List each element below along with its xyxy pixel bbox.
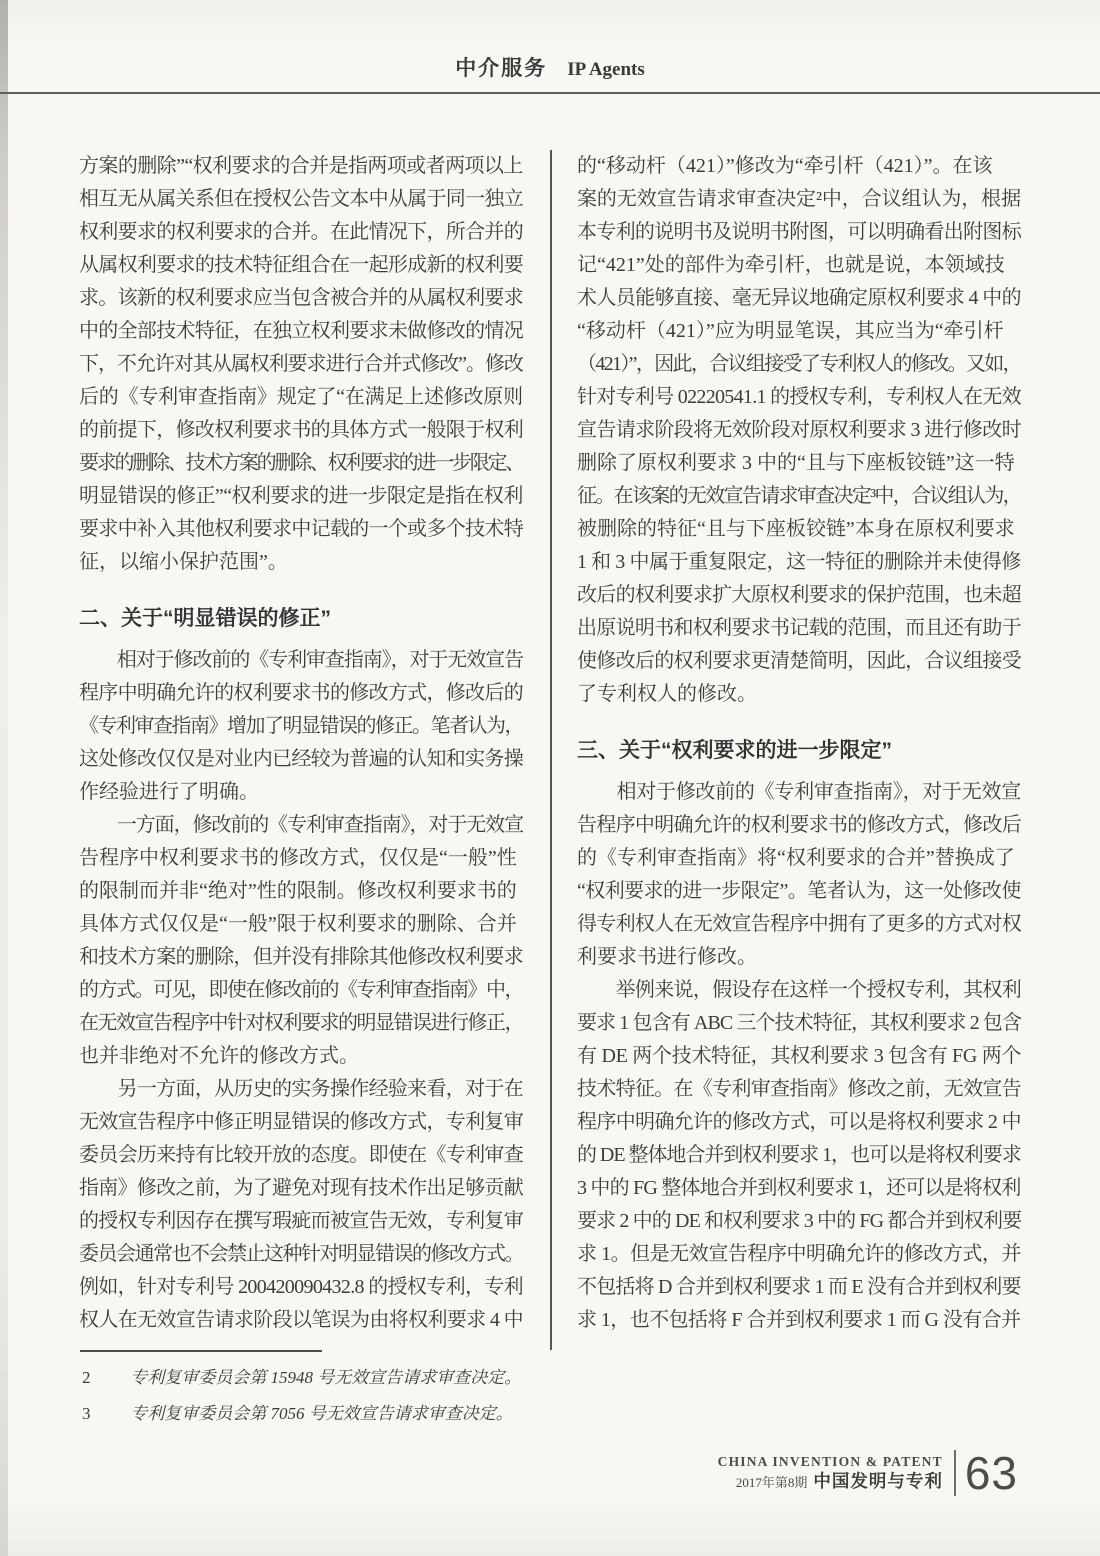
section-title-en: IP Agents xyxy=(567,59,645,80)
text-line: 相对于修改前的《专利审查指南》，对于无效宣告 xyxy=(79,649,523,671)
text-line: 的限制而并非“绝对”性的限制。修改权利要求书的 xyxy=(79,880,517,902)
text-line: 委员会通常也不会禁止这种针对明显错误的修改方式。 xyxy=(79,1243,523,1265)
footer-divider xyxy=(954,1450,956,1496)
text-line: 例如，针对专利号 200420090432.8 的授权专利，专利 xyxy=(79,1276,523,1298)
text-line: 使修改后的权利要求更清楚简明，因此，合议组接受 xyxy=(577,650,1021,672)
journal-issue-line xyxy=(718,1471,943,1492)
text-line: 明显错误的修正”“权利要求的进一步限定是指在权利 xyxy=(79,485,523,507)
section-heading: 三、关于“权利要求的进一步限定” xyxy=(577,739,892,762)
footnote-rule xyxy=(80,1350,322,1352)
right-column xyxy=(577,150,1021,1337)
section-title-zh: 中介服务 xyxy=(455,57,548,80)
text-line: 改后的权利要求扩大原权利要求的保护范围，也未超 xyxy=(577,584,1021,606)
text-line: 方案的删除”“权利要求的合并是指两项或者两项以上 xyxy=(79,155,523,177)
text-line: 1 和 3 中属于重复限定，这一特征的删除并未使得修 xyxy=(577,551,1021,573)
text-line: 下，不允许对其从属权利要求进行合并式修改”。修改 xyxy=(79,353,523,375)
text-line: 也并非绝对不允许的修改方式。 xyxy=(79,1045,359,1067)
text-line: 3 中的 FG 整体地合并到权利要求 1，还可以是将权利 xyxy=(577,1177,1021,1199)
text-line: 要求中补入其他权利要求中记载的一个或多个技术特 xyxy=(79,518,523,540)
footnote-text: 专利复审委员会第 7056 号无效宣告请求审查决定。 xyxy=(130,1404,513,1423)
text-line: 后的《专利审查指南》规定了“在满足上述修改原则 xyxy=(79,386,523,408)
text-line: 程序中明确允许的修改方式，可以是将权利要求 2 中 xyxy=(577,1111,1021,1133)
text-line: 的授权专利因存在撰写瑕疵而被宣告无效，专利复审 xyxy=(79,1210,523,1232)
text-line: 具体方式仅仅是“一般”限于权利要求的删除、合并 xyxy=(79,913,517,935)
column-divider xyxy=(550,150,552,1350)
text-line: 的 DE 整体地合并到权利要求 1，也可以是将权利要求 xyxy=(577,1144,1021,1166)
footnote xyxy=(82,1396,552,1432)
text-line: 在无效宣告程序中针对权利要求的明显错误进行修正， xyxy=(79,1012,523,1034)
page-header xyxy=(0,52,1100,82)
text-line: 删除了原权利要求 3 中的“且与下座板铰链”这一特 xyxy=(577,452,1015,474)
text-line: “移动杆（421）”应为明显笔误，其应当为“牵引杆 xyxy=(577,320,1004,342)
text-line: 一方面，修改前的《专利审查指南》，对于无效宣 xyxy=(79,814,523,836)
text-line: 求。该新的权利要求应当包含被合并的从属权利要求 xyxy=(79,287,523,309)
text-line: 告程序中明确允许的权利要求书的修改方式，修改后 xyxy=(577,814,1021,836)
text-line: 被删除的特征“且与下座板铰链”本身在原权利要求 xyxy=(577,518,1015,540)
text-line: 指南》修改之前，为了避免对现有技术作出足够贡献 xyxy=(79,1177,523,1199)
page-number: 63 xyxy=(964,1447,1018,1499)
text-line: 宣告请求阶段将无效阶段对原权利要求 3 进行修改时 xyxy=(577,419,1021,441)
text-line: 举例来说，假设存在这样一个授权专利，其权利 xyxy=(577,979,1021,1001)
footnote-number: 2 xyxy=(82,1368,91,1387)
issue-info: 2017年第8期 xyxy=(735,1474,808,1490)
journal-name-zh: 中国发明与专利 xyxy=(813,1470,943,1491)
text-line: 作经验进行了明确。 xyxy=(79,781,259,803)
text-line: 的前提下，修改权利要求书的具体方式一般限于权利 xyxy=(79,419,523,441)
page-footer xyxy=(717,1447,1018,1499)
text-line: （421）”，因此，合议组接受了专利权人的修改。又如， xyxy=(577,353,1021,375)
text-line: 出原说明书和权利要求书记载的范围，而且还有助于 xyxy=(577,617,1021,639)
text-line: 和技术方案的删除，但并没有排除其他修改权利要求 xyxy=(79,946,523,968)
section-heading: 二、关于“明显错误的修正” xyxy=(79,607,331,630)
text-line: 告程序中权利要求书的修改方式，仅仅是“一般”性 xyxy=(79,847,517,869)
text-line: 无效宣告程序中修正明显错误的修改方式，专利复审 xyxy=(79,1111,523,1133)
text-line: 权利要求的权利要求的合并。在此情况下，所合并的 xyxy=(79,221,523,243)
text-line: 要求 2 中的 DE 和权利要求 3 中的 FG 都合并到权利要 xyxy=(577,1210,1022,1232)
text-line: 案的无效宣告请求审查决定²中，合议组认为，根据 xyxy=(577,188,1021,210)
text-line: 的《专利审查指南》将“权利要求的合并”替换成了 xyxy=(577,847,1015,869)
journal-name-en: CHINA INVENTION & PATENT xyxy=(717,1454,943,1470)
text-line: 利要求书进行修改。 xyxy=(577,946,757,968)
text-line: 针对专利号 02220541.1 的授权专利，专利权人在无效 xyxy=(577,386,1021,408)
text-line: 征，以缩小保护范围”。 xyxy=(79,551,288,573)
text-line: 技术特征。在《专利审查指南》修改之前，无效宣告 xyxy=(577,1078,1021,1100)
text-line: 《专利审查指南》增加了明显错误的修正。笔者认为， xyxy=(79,715,523,737)
text-line: 求 1。但是无效宣告程序中明确允许的修改方式，并 xyxy=(577,1243,1021,1265)
footnote-number: 3 xyxy=(82,1404,91,1423)
text-line: 了专利权人的修改。 xyxy=(577,683,757,705)
journal-info xyxy=(718,1454,943,1492)
text-line: 有 DE 两个技术特征，其权利要求 3 包含有 FG 两个 xyxy=(577,1045,1022,1067)
scan-edge-shadow xyxy=(0,0,8,1556)
text-line: 术人员能够直接、毫无异议地确定原权利要求 4 中的 xyxy=(577,287,1021,309)
text-line: 这处修改仅仅是对业内已经较为普遍的认知和实务操 xyxy=(79,748,523,770)
text-line: “权利要求的进一步限定”。笔者认为，这一处修改使 xyxy=(577,880,1021,902)
text-line: 要求 1 包含有 ABC 三个技术特征，其权利要求 2 包含 xyxy=(577,1012,1022,1034)
text-line: 中的全部技术特征，在独立权利要求未做修改的情况 xyxy=(79,320,523,342)
text-line: 要求的删除、技术方案的删除、权利要求的进一步限定、 xyxy=(79,452,523,474)
text-line: 本专利的说明书及说明书附图，可以明确看出附图标 xyxy=(577,221,1021,243)
text-line: 征。在该案的无效宣告请求审查决定³中，合议组认为， xyxy=(577,485,1021,507)
text-line: 权人在无效宣告请求阶段以笔误为由将权利要求 4 中 xyxy=(79,1309,523,1331)
text-line: 的“移动杆（421）”修改为“牵引杆（421）”。在该 xyxy=(577,155,993,177)
text-line: 相对于修改前的《专利审查指南》，对于无效宣 xyxy=(577,781,1021,803)
text-line: 从属权利要求的技术特征组合在一起形成新的权利要 xyxy=(79,254,523,276)
header-rule xyxy=(0,92,1100,94)
footnote-text: 专利复审委员会第 15948 号无效宣告请求审查决定。 xyxy=(130,1368,522,1387)
footnote xyxy=(82,1360,552,1396)
text-line: 委员会历来持有比较开放的态度。即使在《专利审查 xyxy=(79,1144,523,1166)
text-line: 程序中明确允许的权利要求书的修改方式，修改后的 xyxy=(79,682,523,704)
text-line: 的方式。可见，即使在修改前的《专利审查指南》中， xyxy=(79,979,523,1001)
text-line: 另一方面，从历史的实务操作经验来看，对于在 xyxy=(79,1078,523,1100)
text-line: 记“421”处的部件为牵引杆，也就是说，本领域技 xyxy=(577,254,1005,276)
footnotes xyxy=(82,1360,552,1432)
text-line: 相互无从属关系但在授权公告文本中从属于同一独立 xyxy=(79,188,523,210)
text-line: 得专利权人在无效宣告程序中拥有了更多的方式对权 xyxy=(577,913,1021,935)
text-line: 求 1，也不包括将 F 合并到权利要求 1 而 G 没有合并 xyxy=(577,1309,1021,1331)
text-line: 不包括将 D 合并到权利要求 1 而 E 没有合并到权利要 xyxy=(577,1276,1021,1298)
left-column xyxy=(79,150,523,1337)
